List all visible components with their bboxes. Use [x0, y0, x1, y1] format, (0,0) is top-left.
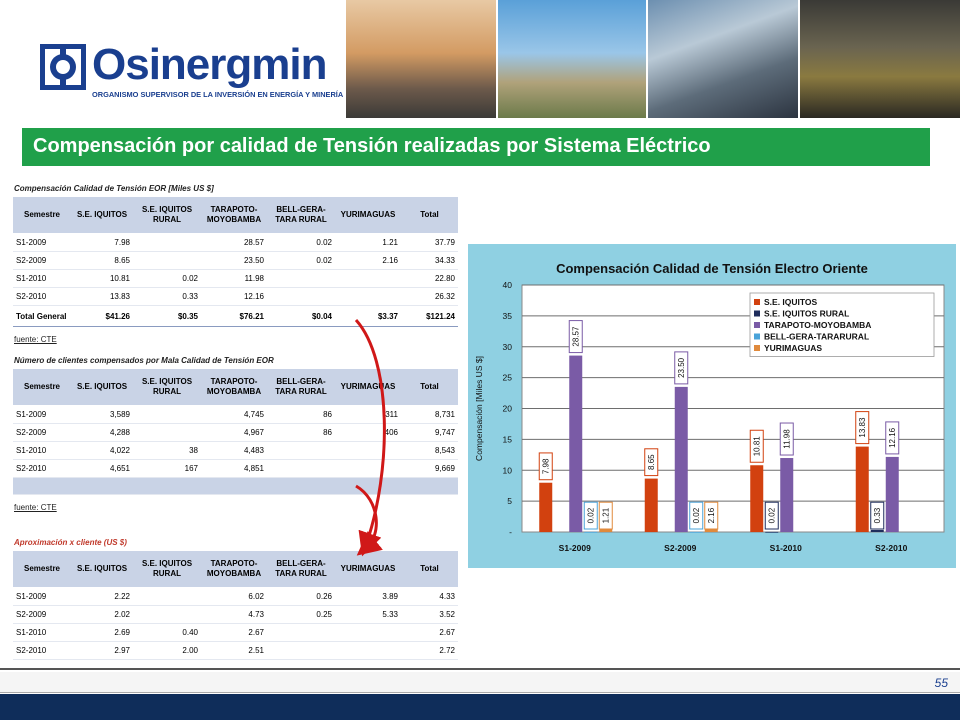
legend-swatch [754, 299, 760, 305]
table-cell: S2-2010 [13, 288, 71, 306]
data-label: 12.16 [888, 427, 898, 448]
table-cell: 4,288 [71, 424, 133, 442]
table-cell: $41.26 [71, 306, 133, 327]
table-cell: 86 [267, 406, 335, 424]
table3-title: Aproximación x cliente (US $) [14, 538, 127, 547]
data-label: 13.83 [858, 417, 868, 438]
table-cell: 38 [133, 442, 201, 460]
col-header: Semestre [13, 551, 71, 588]
legend-swatch [754, 334, 760, 340]
page-number: 55 [934, 676, 948, 690]
table-cell: 10.81 [71, 270, 133, 288]
table2-title: Número de clientes compensados por Mala Calidad de Tensión EOR [14, 356, 274, 365]
data-label: 23.50 [677, 357, 687, 378]
table-cell: 8,543 [401, 442, 458, 460]
table-cell: 311 [335, 406, 401, 424]
table-cell: 7.98 [71, 234, 133, 252]
bar [856, 447, 869, 532]
col-header: YURIMAGUAS [335, 369, 401, 406]
bar [584, 532, 597, 533]
col-header: S.E. IQUITOS RURAL [133, 551, 201, 588]
col-header: Semestre [13, 369, 71, 406]
legend-label: BELL-GERA-TARARURAL [764, 331, 870, 342]
table-cell: Total General [13, 306, 71, 327]
bar [780, 458, 793, 532]
table-cell: $0.35 [133, 306, 201, 327]
y-tick-label: 15 [502, 434, 512, 445]
bar [886, 457, 899, 532]
table-cell: 0.02 [133, 270, 201, 288]
y-tick-label: 35 [502, 310, 512, 321]
col-header: Total [401, 197, 458, 234]
table-cell: 2.16 [335, 252, 401, 270]
slide-title: Compensación por calidad de Tensión realizadas por Sistema Eléctrico [33, 135, 711, 157]
col-header: TARAPOTO-MOYOBAMBA [201, 551, 267, 588]
table-cell: 23.50 [201, 252, 267, 270]
legend-swatch [754, 345, 760, 351]
x-tick-label: S2-2010 [875, 543, 908, 553]
table-cell: 4,745 [201, 406, 267, 424]
table-cell: S1-2010 [13, 270, 71, 288]
table-cell: 2.72 [401, 642, 458, 660]
table-cell: S1-2009 [13, 234, 71, 252]
red-arrow-1 [356, 320, 384, 545]
logo-name: Osinergmin [92, 40, 327, 89]
table-cell: 11.98 [201, 270, 267, 288]
table-cell: 4,483 [201, 442, 267, 460]
col-header: Total [401, 369, 458, 406]
col-header: BELL-GERA-TARA RURAL [267, 551, 335, 588]
col-header: S.E. IQUITOS [71, 197, 133, 234]
y-tick-label: 25 [502, 372, 512, 383]
data-label: 11.98 [782, 429, 792, 449]
bar [645, 479, 658, 532]
legend-swatch [754, 322, 760, 328]
table-cell: 4,022 [71, 442, 133, 460]
table-cell: 0.25 [267, 606, 335, 624]
data-label: 0.02 [767, 507, 777, 524]
table-cell: 4,651 [71, 460, 133, 478]
data-label: 2.16 [707, 507, 717, 524]
table-cell: 0.02 [267, 234, 335, 252]
col-header: YURIMAGUAS [335, 551, 401, 588]
footer-strip [0, 672, 960, 693]
y-axis-label: Compensación [Miles US $] [474, 356, 484, 461]
chart-title: Compensación Calidad de Tensión Electro Oriente [556, 261, 868, 276]
legend-swatch [754, 311, 760, 317]
table-cell: 2.97 [71, 642, 133, 660]
col-header: BELL-GERA-TARA RURAL [267, 369, 335, 406]
chart-panel [468, 244, 956, 568]
table-cell: 3.89 [335, 588, 401, 606]
table-cell: 1.21 [335, 234, 401, 252]
table-cell: S1-2009 [13, 406, 71, 424]
table-cell: 0.33 [133, 288, 201, 306]
table-cell: 34.33 [401, 252, 458, 270]
table-cell: 6.02 [201, 588, 267, 606]
table-cell: S2-2009 [13, 424, 71, 442]
y-tick-label: 40 [502, 280, 512, 290]
bar [675, 387, 688, 532]
table-cell: S2-2010 [13, 642, 71, 660]
bar [569, 356, 582, 532]
legend-label: S.E. IQUITOS RURAL [764, 308, 850, 319]
table-cell: 2.69 [71, 624, 133, 642]
table-cell: 5.33 [335, 606, 401, 624]
table1-title: Compensación Calidad de Tensión EOR [Miles US $] [14, 184, 214, 193]
table-cell: 2.51 [201, 642, 267, 660]
bar [871, 530, 884, 532]
x-tick-label: S1-2009 [558, 543, 591, 553]
table-cell: $3.37 [335, 306, 401, 327]
table-cell: 3.52 [401, 606, 458, 624]
logo-tagline: ORGANISMO SUPERVISOR DE LA INVERSIÓN EN ENERGÍA Y MINERÍA [92, 90, 344, 99]
table-cell: 0.02 [267, 252, 335, 270]
data-label: 10.81 [752, 436, 762, 457]
col-header: S.E. IQUITOS RURAL [133, 369, 201, 406]
table-cell: 26.32 [401, 288, 458, 306]
table-cell: S1-2009 [13, 588, 71, 606]
table-cell: 406 [335, 424, 401, 442]
table-cell: 2.00 [133, 642, 201, 660]
table-cell: 0.40 [133, 624, 201, 642]
table2-source: fuente: CTE [14, 503, 57, 512]
data-label: 0.33 [873, 507, 883, 524]
table-cell: 167 [133, 460, 201, 478]
bar [539, 483, 552, 532]
table-cell: 4.33 [401, 588, 458, 606]
col-header: Semestre [13, 197, 71, 234]
col-header: YURIMAGUAS [335, 197, 401, 234]
y-tick-label: 30 [502, 341, 512, 352]
bar [690, 532, 703, 533]
table1-source: fuente: CTE [14, 335, 57, 344]
y-tick-label: 5 [507, 496, 512, 507]
table-cell: 8,731 [401, 406, 458, 424]
table-cell: 0.26 [267, 588, 335, 606]
table-cell: 3,589 [71, 406, 133, 424]
table-cell: 13.83 [71, 288, 133, 306]
legend-label: S.E. IQUITOS [764, 297, 818, 307]
table-cell: S2-2009 [13, 606, 71, 624]
data-label: 8.65 [647, 454, 657, 470]
table-cell: S1-2010 [13, 442, 71, 460]
table-cell: 86 [267, 424, 335, 442]
bar [765, 532, 778, 533]
legend-label: TARAPOTO-MOYOBAMBA [764, 320, 872, 330]
x-tick-label: S1-2010 [769, 543, 802, 553]
y-tick-label: - [509, 527, 512, 537]
col-header: S.E. IQUITOS RURAL [133, 197, 201, 234]
legend-label: YURIMAGUAS [764, 343, 823, 353]
table-cell: S1-2010 [13, 624, 71, 642]
col-header: BELL-GERA-TARA RURAL [267, 197, 335, 234]
table-cell: S2-2010 [13, 460, 71, 478]
table-cell: $0.04 [267, 306, 335, 327]
table-cell: 12.16 [201, 288, 267, 306]
table-cell: 2.67 [201, 624, 267, 642]
x-tick-label: S2-2009 [664, 543, 697, 553]
table-cell: 28.57 [201, 234, 267, 252]
bar [750, 465, 763, 532]
data-label: 0.02 [692, 507, 702, 524]
col-header: S.E. IQUITOS [71, 369, 133, 406]
y-tick-label: 10 [502, 465, 512, 476]
table-cell: 4.73 [201, 606, 267, 624]
table-cell: 2.02 [71, 606, 133, 624]
data-label: 28.57 [571, 326, 581, 347]
footer-bar [0, 694, 960, 720]
footer-line [0, 668, 960, 670]
col-header: S.E. IQUITOS [71, 551, 133, 588]
data-label: 1.21 [601, 507, 611, 524]
table-cell: 2.22 [71, 588, 133, 606]
col-header: TARAPOTO-MOYOBAMBA [201, 197, 267, 234]
table-cell: 8.65 [71, 252, 133, 270]
data-label: 7.98 [541, 458, 551, 475]
table-cell: 2.67 [401, 624, 458, 642]
table-cell: 9,669 [401, 460, 458, 478]
col-header: TARAPOTO-MOYOBAMBA [201, 369, 267, 406]
bar-chart [468, 244, 956, 568]
table-cell: 4,851 [201, 460, 267, 478]
table-cell: 37.79 [401, 234, 458, 252]
table-cell: S2-2009 [13, 252, 71, 270]
table-cell: 4,967 [201, 424, 267, 442]
y-tick-label: 20 [502, 403, 512, 414]
table-cell: 22.80 [401, 270, 458, 288]
table-cell: 9,747 [401, 424, 458, 442]
table-cell: $76.21 [201, 306, 267, 327]
data-label: 0.02 [586, 507, 596, 524]
col-header: Total [401, 551, 458, 588]
table-cell: $121.24 [401, 306, 458, 327]
